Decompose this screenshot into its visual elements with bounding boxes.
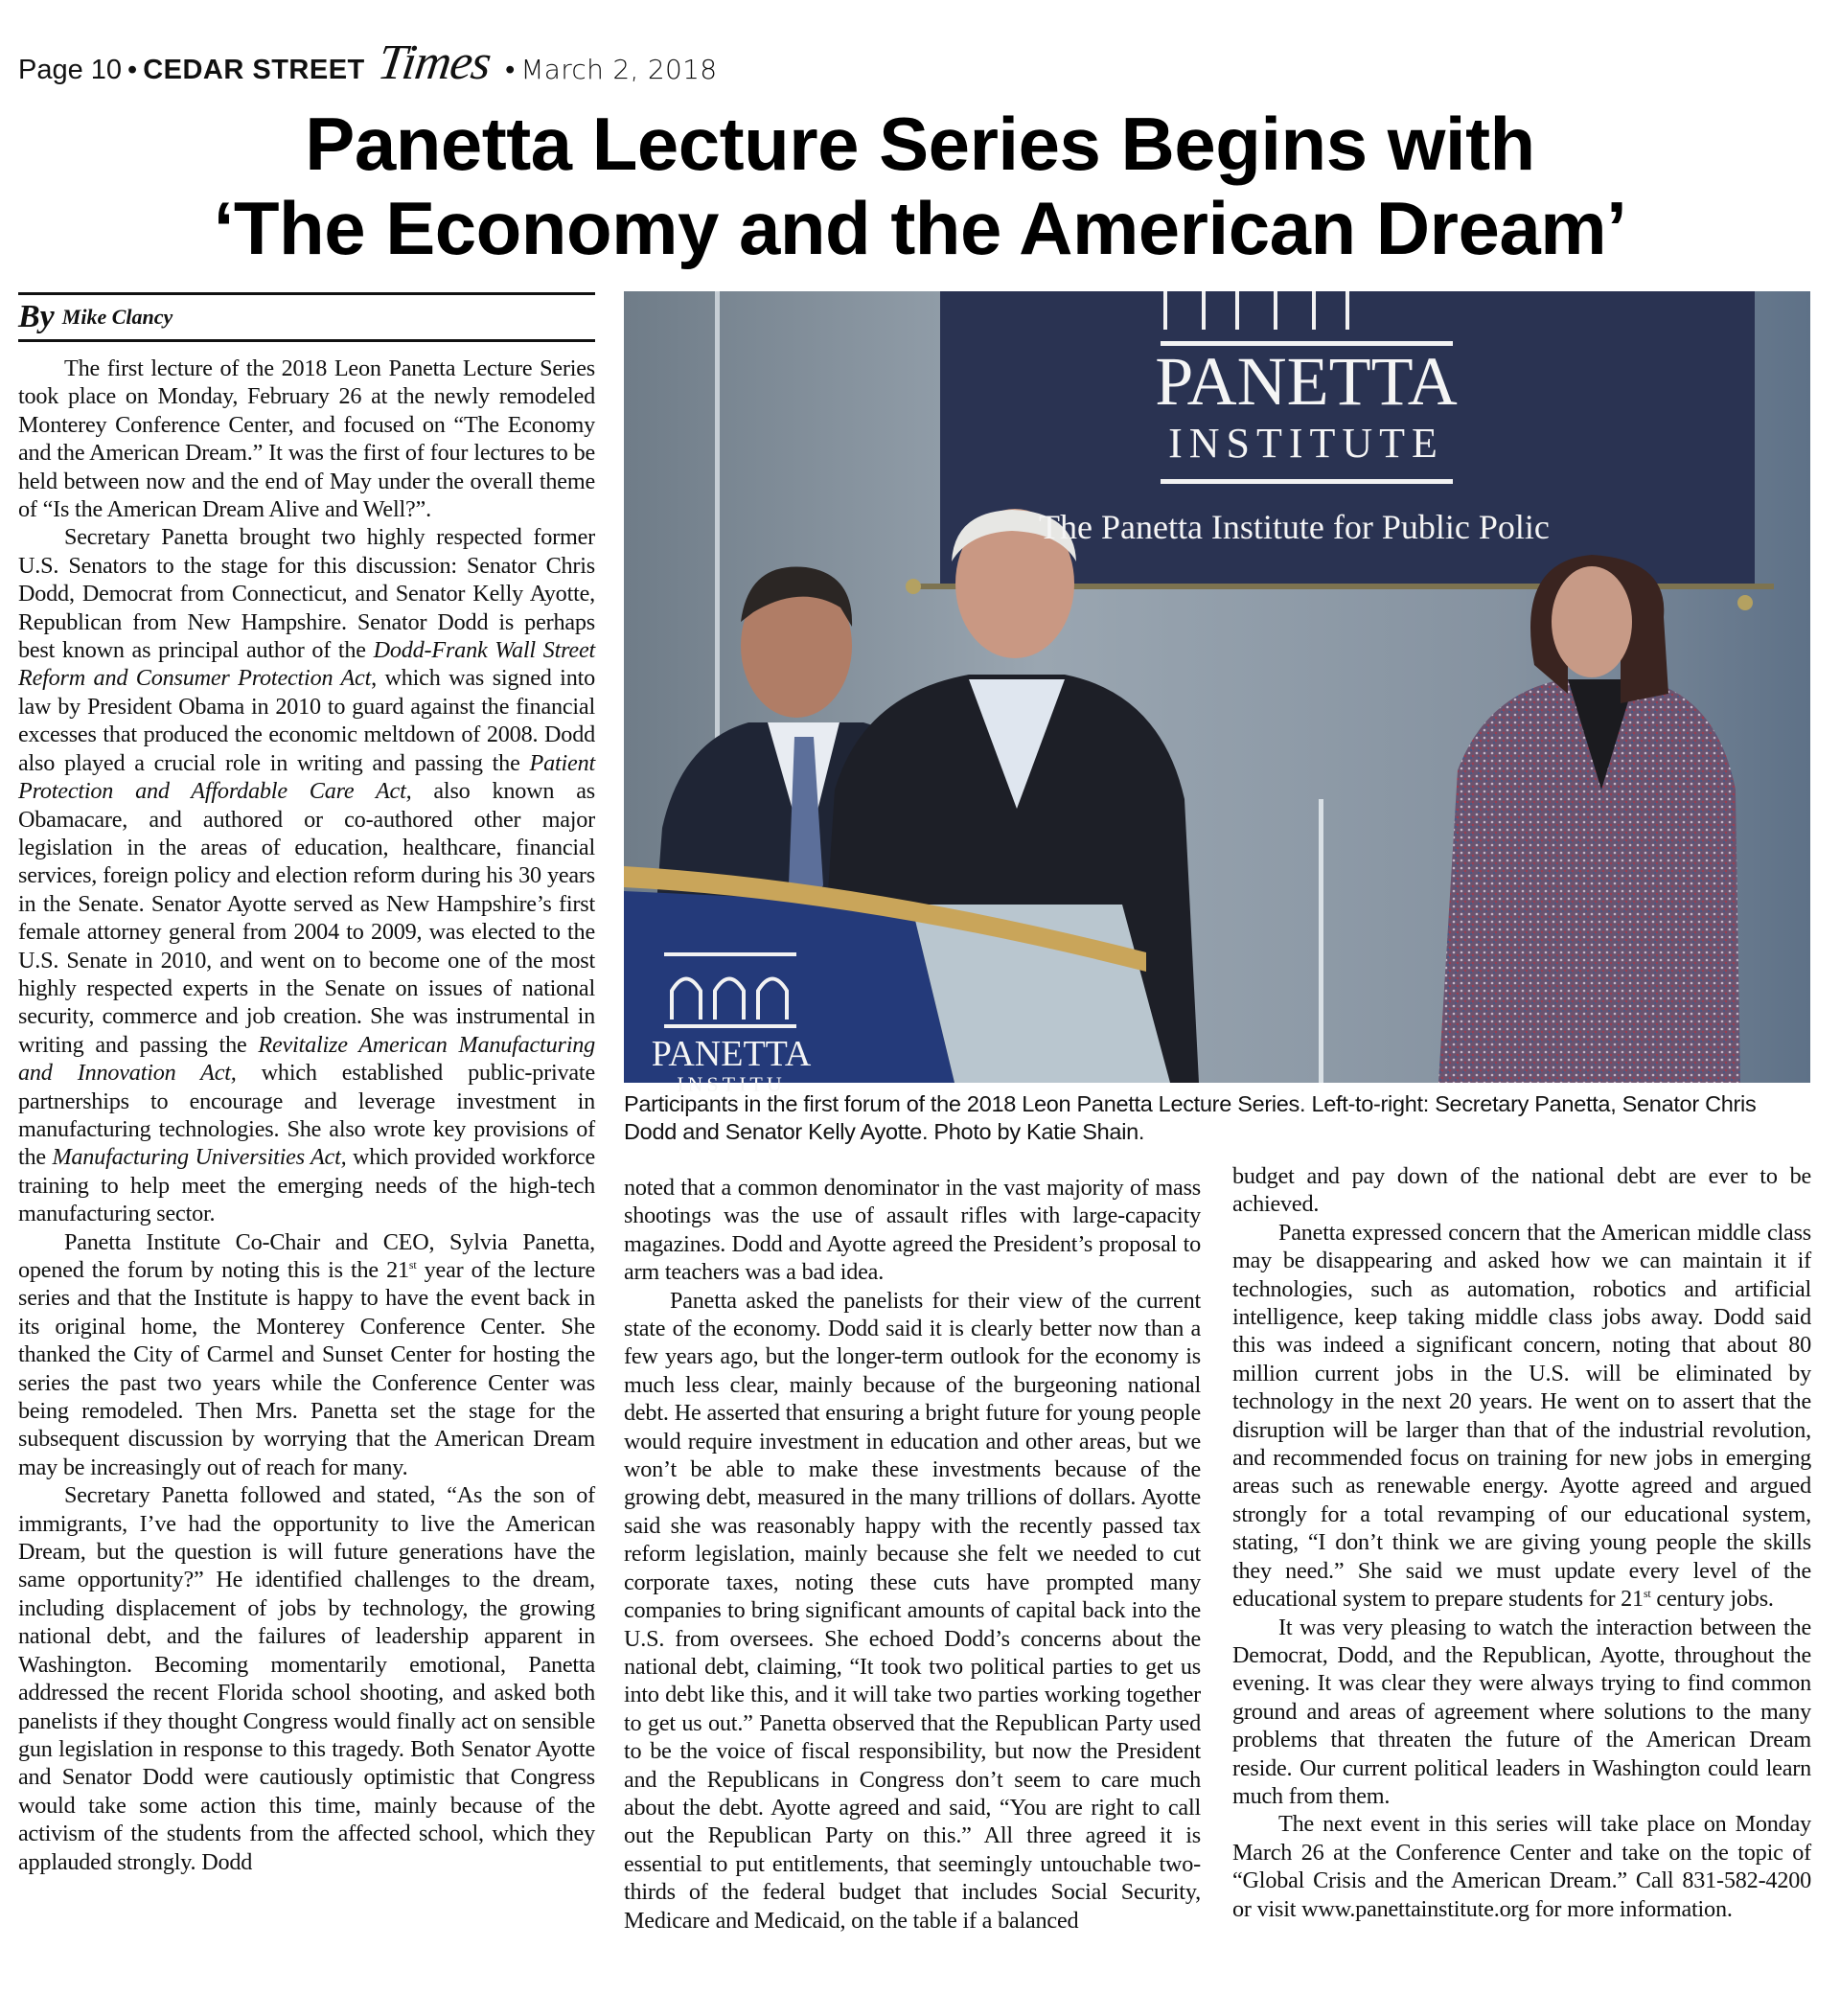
- paragraph-text: The first lecture of the 2018 Leon Panetta Lecture Series took place on Monday, February 26 at the newly remodeled Monterey Conference Center, and focused on “The Economy and the American Dream.” It was the first of four lectures to be held between now and the end of May under the overall theme of “Is the American Dream Alive and Well?”.: [18, 355, 595, 523]
- paragraph-text: noted that a common denominator in the vast majority of mass shootings was the use of assault rifles with large-capacity magazines. Dodd and Ayotte agreed the President’s proposal to arm teachers was a bad idea.: [624, 1175, 1201, 1286]
- paragraph-text: which established public-private partnerships to encourage and leverage investment in manufacturing technologies. She also wrote key provisions of the: [18, 1060, 595, 1171]
- article-paragraph: [624, 1287, 1201, 1935]
- article-column-left: [18, 355, 595, 1876]
- article-photo: [624, 291, 1810, 1096]
- ordinal-suffix: st: [1643, 1587, 1651, 1601]
- paragraph-text: also known as Obamacare, and authored or co-authored other major legislation in the areas of education, healthcare, financial services, foreign policy and election reform during his 30 years in the Senate. Senator Ayotte served as New Hampshire’s first female attorney general from 2004 to 2009, was elected to the U.S. Senate in 2010, and went on to become one of the most highly respected experts in the Senate on issues of national security, commerce and job creation. She was instrumental in writing and passing the: [18, 778, 595, 1058]
- banner-subtitle: INSTITUTE: [1168, 420, 1444, 467]
- separator-bullet: •: [127, 55, 138, 85]
- issue-date: March 2, 2018: [520, 54, 718, 85]
- legislation-title: Dodd-Frank Wall Street Reform and Consumer Protection Act: [18, 637, 596, 692]
- paragraph-text: Panetta asked the panelists for their view of the current state of the economy. Dodd said it is clearly better now than a few years ago, but the longer-term outlook for the economy is much less clear, mainly because of the burgeoning national debt. He asserted that ensuring a bright future for young people would require investment in education and other areas, but we won’t be able to make these investments because of the growing debt, measured in the many trillions of dollars. Ayotte said she was reasonably happy with the recently passed tax reform legislation, mainly because she felt we needed to cut corporate taxes, noting these cuts have prompted many companies to bring significant amounts of capital back into the U.S. from oversees. She echoed Dodd’s concerns about the national debt, claiming, “It took two political parties to get us into debt like this, and it will take two parties working together to get us out.” Panetta observed that the Republican Party used to be the voice of fiscal responsibility, but now the President and the Republicans in Congress don’t seem to care much about the debt. Ayotte agreed and said, “You are right to call out the Republican Party on this.” All three agreed it is essential to put entitlements, that seemingly untouchable two-thirds of the federal budget that includes Social Security, Medicare and Medicaid, on the table if a balanced: [624, 1287, 1201, 1934]
- article-column-middle: [624, 1174, 1201, 1935]
- photo-caption: Participants in the first forum of the 2018 Leon Panetta Lecture Series. Left-to-right: Secretary Panetta, Senator Chris Dodd and Senator Kelly Ayotte. Photo by Katie Shain.: [624, 1091, 1757, 1144]
- banner-title: PANETTA: [1155, 343, 1458, 420]
- paragraph-text: year of the lecture series and that the Institute is happy to have the event back in its original home, the Monterey Conference Center. She thanked the City of Carmel and Sunset Center for hosting the series the past two years while the Conference Center was being remodeled. Then Mrs. Panetta set the stage for the subsequent discussion by worrying that the American Dream may be increasingly out of reach for many.: [18, 1257, 595, 1480]
- paragraph-text: budget and pay down of the national debt are ever to be achieved.: [1232, 1163, 1811, 1218]
- article-paragraph: [1232, 1614, 1811, 1811]
- article-paragraph: [18, 523, 595, 1227]
- byline-author: Mike Clancy: [61, 305, 173, 329]
- paragraph-text: Panetta Institute Co-Chair and CEO, Sylvia Panetta, opened the forum by noting this is the 21: [18, 1228, 595, 1283]
- page-number: Page 10: [18, 55, 123, 85]
- paragraph-text: It was very pleasing to watch the interaction between the Democrat, Dodd, and the Republican, Ayotte, throughout the evening. It was clear they were always trying to find common ground and areas of agreement where solutions to the many problems that threaten the future of the American Dream reside. Our current political leaders in Washington could learn much from them.: [1232, 1614, 1811, 1809]
- paper-name: CEDAR STREET: [143, 55, 365, 85]
- legislation-title: Revitalize American Manufacturing and Innovation Act,: [18, 1031, 596, 1087]
- article-paragraph: [18, 1228, 595, 1482]
- paragraph-text: , which was signed into law by President Obama in 2010 to guard against the financial excesses that produced the economic meltdown of 2008. Dodd also played a crucial role in writing and passing the: [18, 665, 596, 776]
- byline-by: By: [18, 299, 55, 334]
- paragraph-text: Secretary Panetta followed and stated, “As the son of immigrants, I’ve had the opportunity to live the American Dream, but the question is will future generations have the same opportunity?” He identified challenges to the dream, including displacement of jobs by technology, the growing national debt, and the failures of leadership apparent in Washington. Becoming momentarily emotional, Panetta addressed the recent Florida school shooting, and asked both panelists if they thought Congress would finally act on sensible gun legislation in response to this tragedy. Both Senator Ayotte and Senator Dodd were cautiously optimistic that Congress would take some action this time, mainly because of the activism of the students from the affected school, which they applauded strongly. Dodd: [18, 1482, 595, 1875]
- ordinal-suffix: st: [408, 1257, 417, 1271]
- byline: [18, 292, 595, 342]
- article-paragraph: [624, 1174, 1201, 1287]
- article-column-right: [1232, 1162, 1811, 1923]
- paragraph-text: century jobs.: [1650, 1586, 1774, 1613]
- photo-illustration: [624, 291, 1810, 1096]
- separator-bullet: •: [505, 55, 516, 85]
- paragraph-text: The next event in this series will take place on Monday March 26 at the Conference Center and take on the topic of “Global Crisis and the American Dream.” Call 831-582-4200 or visit www.panettainstitute.org for more information.: [1232, 1811, 1811, 1922]
- paragraph-text: Secretary Panetta brought two highly respected former U.S. Senators to the stage for this discussion: Senator Chris Dodd, Democrat from Connecticut, and Senator Kelly Ayotte, Republican from New Hampshire. Senator Dodd is perhaps best known as principal author of the: [18, 524, 595, 664]
- article-headline: [0, 102, 1840, 270]
- paragraph-text: which provided workforce training to help meet the emerging needs of the high-tech manufacturing sector.: [18, 1144, 595, 1227]
- paper-logo-script: Times: [374, 35, 494, 90]
- banner-tagline: The Panetta Institute for Public Polic: [1039, 508, 1550, 546]
- article-paragraph: [1232, 1162, 1811, 1219]
- article-paragraph: [1232, 1219, 1811, 1614]
- headline-line-1: Panetta Lecture Series Begins with: [305, 102, 1535, 186]
- paragraph-text: Panetta expressed concern that the American middle class may be disappearing and asked how we can maintain it if technologies, such as automation, robotics and artificial intelligence, keep taking middle class jobs away. Dodd said this was indeed a significant concern, noting that about 80 million current jobs in the U.S. will be eliminated by technology in the next 20 years. He went on to assert that the disruption will be larger than that of the industrial revolution, and recommended focus on training for new jobs in emerging areas such as renewable energy. Ayotte agreed and argued strongly for a total revamping of our educational system, stating, “I don’t think we are giving young people the skills they need.” She said we must update every level of the educational system to prepare students for 21: [1232, 1219, 1811, 1613]
- wall-light-strip: [1319, 799, 1323, 1083]
- podium-title: PANETTA: [651, 1034, 812, 1074]
- legislation-title: Patient Protection and Affordable Care Act,: [18, 749, 595, 805]
- article-paragraph: [18, 355, 595, 523]
- article-paragraph: [18, 1481, 595, 1876]
- article-paragraph: [1232, 1810, 1811, 1923]
- podium-subtitle: INSTITU: [677, 1072, 786, 1096]
- masthead: [18, 34, 718, 90]
- headline-line-2: ‘The Economy and the American Dream’: [213, 186, 1627, 270]
- legislation-title: Manufacturing Universities Act,: [52, 1144, 347, 1171]
